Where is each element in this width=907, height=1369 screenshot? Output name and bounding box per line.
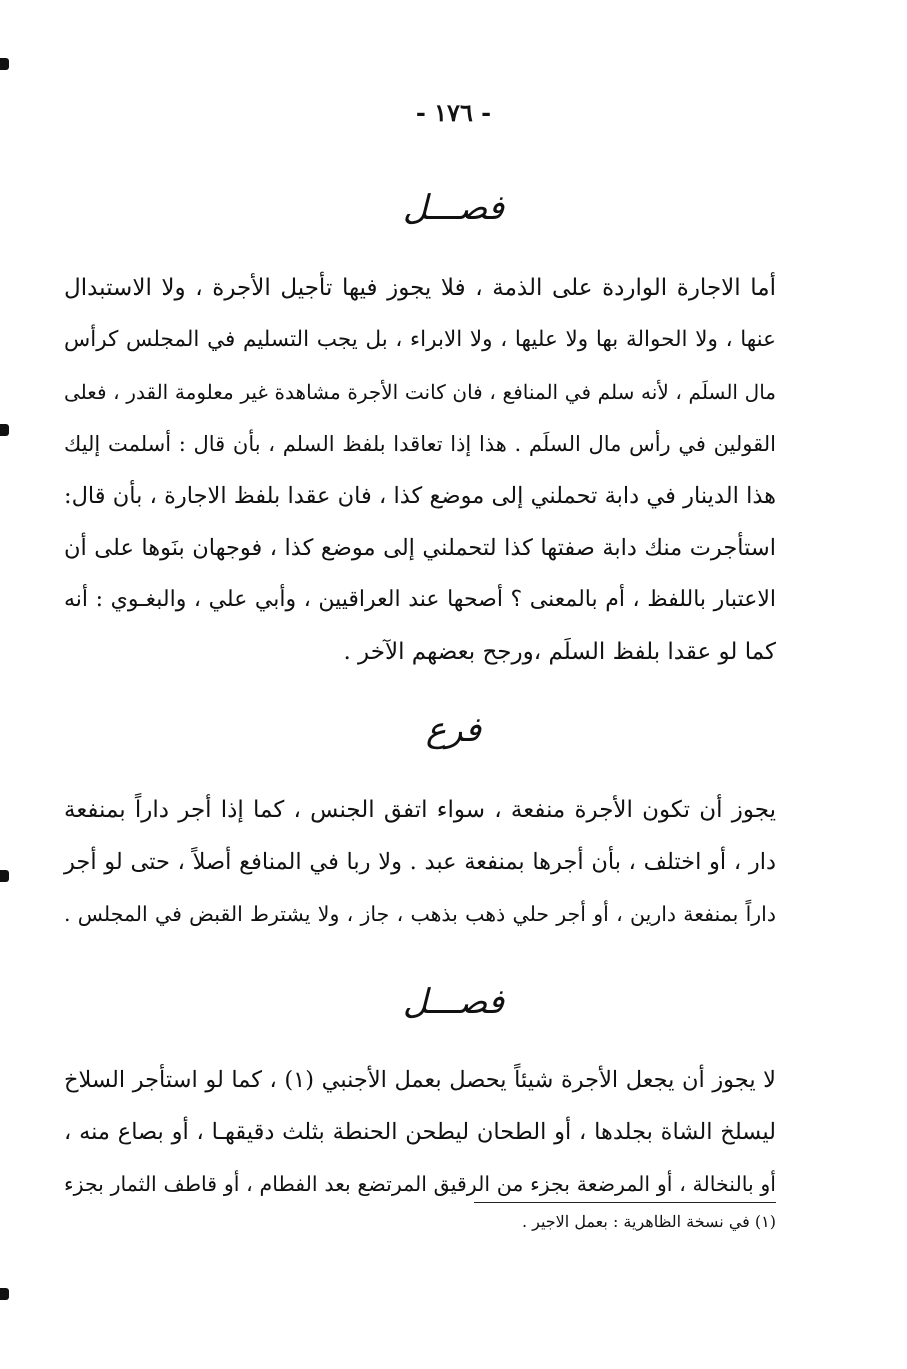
section-heading-fasl-1: فصـــل xyxy=(402,188,505,228)
scan-edge-mark xyxy=(0,870,9,882)
section-1-paragraph xyxy=(64,262,776,678)
section-heading-fasl-2: فصـــل xyxy=(402,982,505,1022)
paragraph-line: مال السلَم ، لأنه سلم في المنافع ، فان كانت الأجرة مشاهدة غير معلومة القدر ، فعلى xyxy=(64,380,776,404)
paragraph-line: دار ، أو اختلف ، بأن أجرها بمنفعة عبد . ولا ربا في المنافع أصلاً ، حتى لو أجر xyxy=(64,849,776,875)
scan-edge-mark xyxy=(0,58,9,70)
footnote-separator xyxy=(474,1202,776,1203)
paragraph-line: يجوز أن تكون الأجرة منفعة ، سواء اتفق الجنس ، كما إذا أجر داراً بمنفعة xyxy=(64,797,776,823)
paragraph-line: أما الاجارة الواردة على الذمة ، فلا يجوز فيها تأجيل الأجرة ، ولا الاستبدال xyxy=(64,275,776,301)
section-heading-far: فرع xyxy=(425,710,482,750)
paragraph-line: ليسلخ الشاة بجلدها ، أو الطحان ليطحن الحنطة بثلث دقيقهـا ، أو بصاع منه ، xyxy=(64,1119,776,1145)
section-2-paragraph xyxy=(64,784,776,940)
paragraph-line: القولين في رأس مال السلَم . هذا إذا تعاقدا بلفظ السلم ، بأن قال : أسلمت إليك xyxy=(64,432,776,456)
paragraph-line: الاعتبار باللفظ ، أم بالمعنى ؟ أصحها عند العراقيين ، وأبي علي ، والبغـوي : أنه xyxy=(64,587,777,612)
paragraph-line: هذا الدينار في دابة تحملني إلى موضع كذا ، فان عقدا بلفظ الاجارة ، بأن قال: xyxy=(64,483,776,509)
footnote: (١) في نسخة الظاهرية : بعمل الاجير . xyxy=(521,1212,776,1231)
paragraph-line: عنها ، ولا الحوالة بها ولا عليها ، ولا الابراء ، بل يجب التسليم في المجلس كرأس xyxy=(64,327,776,352)
paragraph-line: داراً بمنفعة دارين ، أو أجر حلي ذهب بذهب ، جاز ، ولا يشترط القبض في المجلس . xyxy=(64,902,776,926)
page-number: - ١٧٦ - xyxy=(415,98,492,127)
paragraph-line: كما لو عقدا بلفظ السلَم ،ورجح بعضهم الآخر . xyxy=(343,639,776,665)
paragraph-line: استأجرت منك دابة صفتها كذا لتحملني إلى موضع كذا ، فوجهان بنَوها على أن xyxy=(64,535,776,561)
section-3-paragraph xyxy=(64,1054,776,1210)
scan-edge-mark xyxy=(0,424,9,436)
paragraph-line: لا يجوز أن يجعل الأجرة شيئاً يحصل بعمل الأجنبي (١) ، كما لو استأجر السلاخ xyxy=(64,1067,776,1093)
scan-edge-mark xyxy=(0,1288,9,1300)
paragraph-line: أو بالنخالة ، أو المرضعة بجزء من الرقيق المرتضع بعد الفطام ، أو قاطف الثمار بجزء xyxy=(64,1172,776,1196)
